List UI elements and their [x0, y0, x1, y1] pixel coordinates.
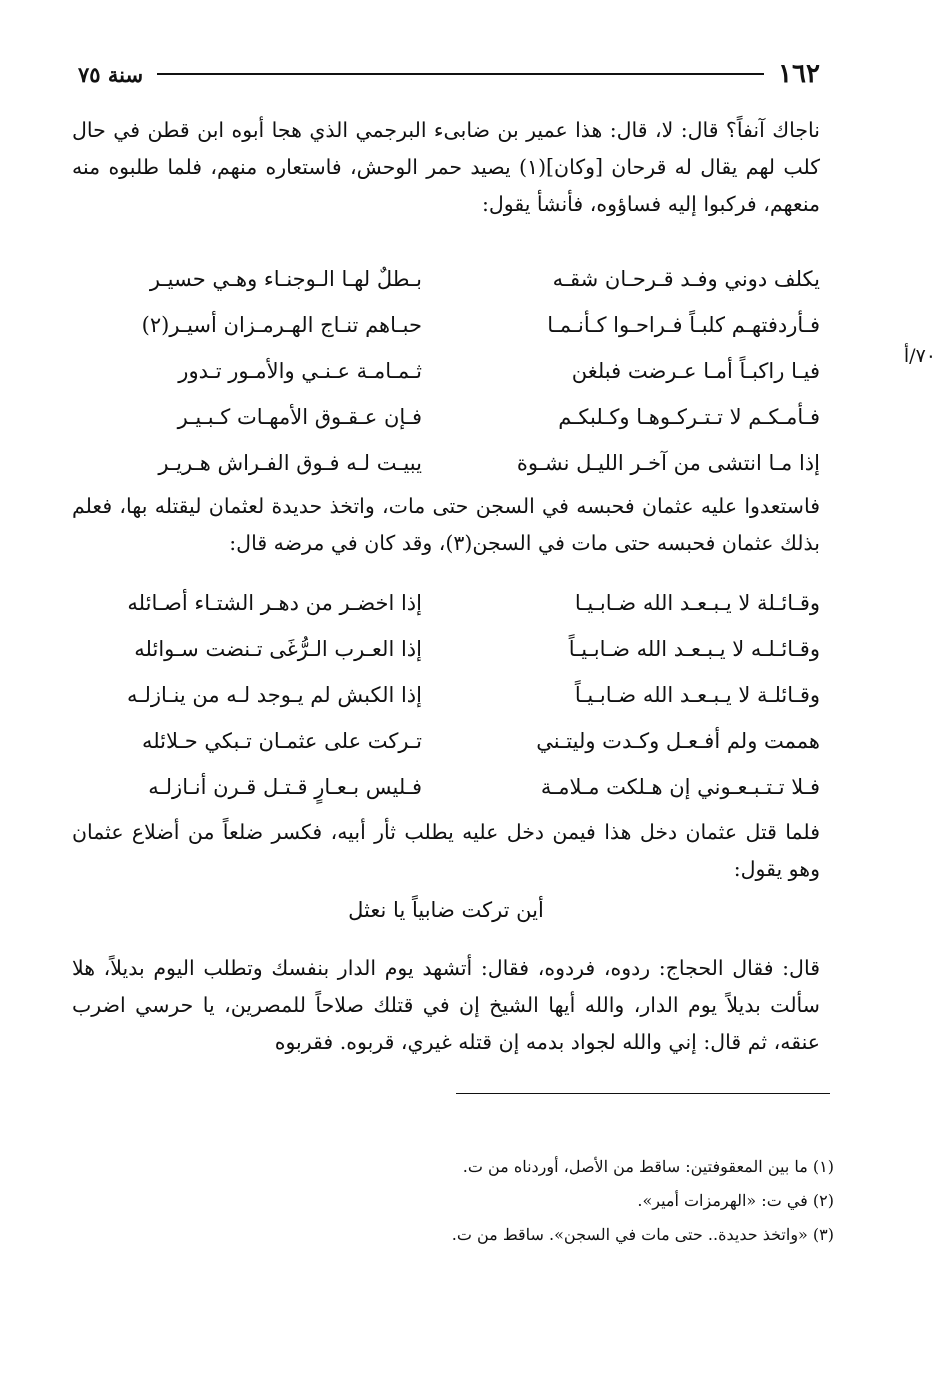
verse: [72, 302, 820, 348]
verse-second-hemistich: إذا العـرب الـرُّغَى تـنضت سـوائله: [134, 637, 422, 661]
poem-1: [72, 256, 820, 486]
verse-second-hemistich: إذا اخضـر من دهـر الشتـاء أصـائله: [127, 591, 422, 615]
verse-first-hemistich: إذا مـا انتشى من آخـر الليـل نشـوة: [516, 451, 820, 475]
verse-second-hemistich: يبيـت لـه فـوق الفـراش هـريـر: [158, 451, 422, 475]
page-number: ١٦٢: [778, 59, 820, 89]
footnote: (٣) «واتخذ حديدة.. حتى مات في السجن». ساقط من ت.: [451, 1225, 834, 1244]
paragraph-1: ناجاك آنفاً؟ قال: لا، قال: هذا عمير بن ضابىء البرجمي الذي هجا أبوه ابن قطن في حال كلب لهم يقال له قرحان [وكان](١) يصيد حمر الوحش، فاستعاره منهم، فلما طلبوه منه منعهم، فركبوا إليه فساؤوه، فأنشأ يقول:: [72, 118, 821, 216]
verse-second-hemistich: فـإن عـقـوق الأمهـات كـبـيـر: [177, 405, 422, 429]
verse-second-hemistich: ثـمـامـة عـنـي والأمـور تـدور: [178, 359, 422, 383]
verse-first-hemistich: وقـائلـة لا يـبـعـد الله ضـابـيـاً: [574, 683, 820, 707]
verse-first-hemistich: فـأمـكـم لا تـتـركـوهـا وكـلبكـم: [558, 405, 820, 429]
footnote-rule: [456, 1093, 830, 1094]
footnote: (٢) في ت: «الهرمزات أمير».: [637, 1191, 834, 1210]
verse-first-hemistich: فـأردفتهـم كلبـاً فـراحـوا كـأنـمـا: [547, 313, 820, 337]
verse: [72, 718, 820, 764]
verse-second-hemistich: فـليس بـعـارٍ قـتـل قـرن أنـازلـه: [148, 775, 422, 799]
header-rule: [157, 73, 764, 75]
verse: [72, 580, 820, 626]
verse-first-hemistich: هممت ولم أفـعـل وكـدت وليتـني: [536, 729, 820, 753]
running-header: [78, 56, 820, 92]
verse-first-hemistich: فيـا راكبـاً أمـا عـرضت فبلغن: [571, 359, 820, 383]
verse: [72, 440, 820, 486]
footnote: (١) ما بين المعقوفتين: ساقط من الأصل، أوردناه من ت.: [462, 1157, 834, 1176]
manuscript-folio-marker: ٧٠/أ: [903, 345, 936, 367]
verse-first-hemistich: يكلف دوني وفـد قـرحـان شقـه: [552, 267, 820, 291]
verse-first-hemistich: فـلا تـتـبـعـوني إن هـلكت مـلامـة: [540, 775, 820, 799]
header-year: سنة ٧٥: [78, 61, 144, 87]
verse: [72, 348, 820, 394]
paragraph-2: فاستعدوا عليه عثمان فحبسه في السجن حتى مات، واتخذ حديدة لعثمان ليقتله بها، فعلم بذلك عثمان فحبسه حتى مات في السجن(٣)، وقد كان في مرضه قال:: [72, 494, 820, 555]
verse-second-hemistich: تـركت على عثمـان تـبكي حـلائله: [141, 729, 422, 753]
paragraph-3: فلما قتل عثمان دخل هذا فيمن دخل عليه يطلب ثأر أبيه، فكسر ضلعاً من أضلاع عثمان وهو يقول:: [72, 820, 820, 881]
verse-first-hemistich: وقـائـلـه لا يـبـعـد الله ضـابـيـاً: [568, 637, 820, 661]
verse-second-hemistich: حبـاهم تنـاج الهـرمـزان أسيـر(٢): [141, 313, 422, 337]
verse-second-hemistich: بـطلٌ لهـا الـوجنـاء وهـي حسيـر: [149, 267, 422, 291]
verse: [72, 672, 820, 718]
verse-first-hemistich: وقـائـلة لا يـبـعـد الله ضـابـيـا: [574, 591, 820, 615]
footnotes: [74, 1150, 834, 1252]
verse-second-hemistich: إذا الكبش لم يـوجد لـه من ينـازلـه: [127, 683, 422, 707]
verse: [72, 394, 820, 440]
paragraph-4: قال: فقال الحجاج: ردوه، فردوه، فقال: أتشهد يوم الدار بنفسك وتطلب اليوم بديلاً، هلا سألت بديلاً يوم الدار، والله أيها الشيخ إن في قتلك صلاحاً للمصرين، يا حرسي اضرب عنقه، ثم قال: إني والله لجواد بدمه إن قتله غيري، قربوه. فقربوه: [72, 956, 820, 1054]
verse: [72, 626, 820, 672]
verse: [72, 256, 820, 302]
poem-2: [72, 580, 820, 810]
centered-quote: أين تركت ضابياً يا نعثل: [348, 898, 544, 922]
verse: [72, 764, 820, 810]
